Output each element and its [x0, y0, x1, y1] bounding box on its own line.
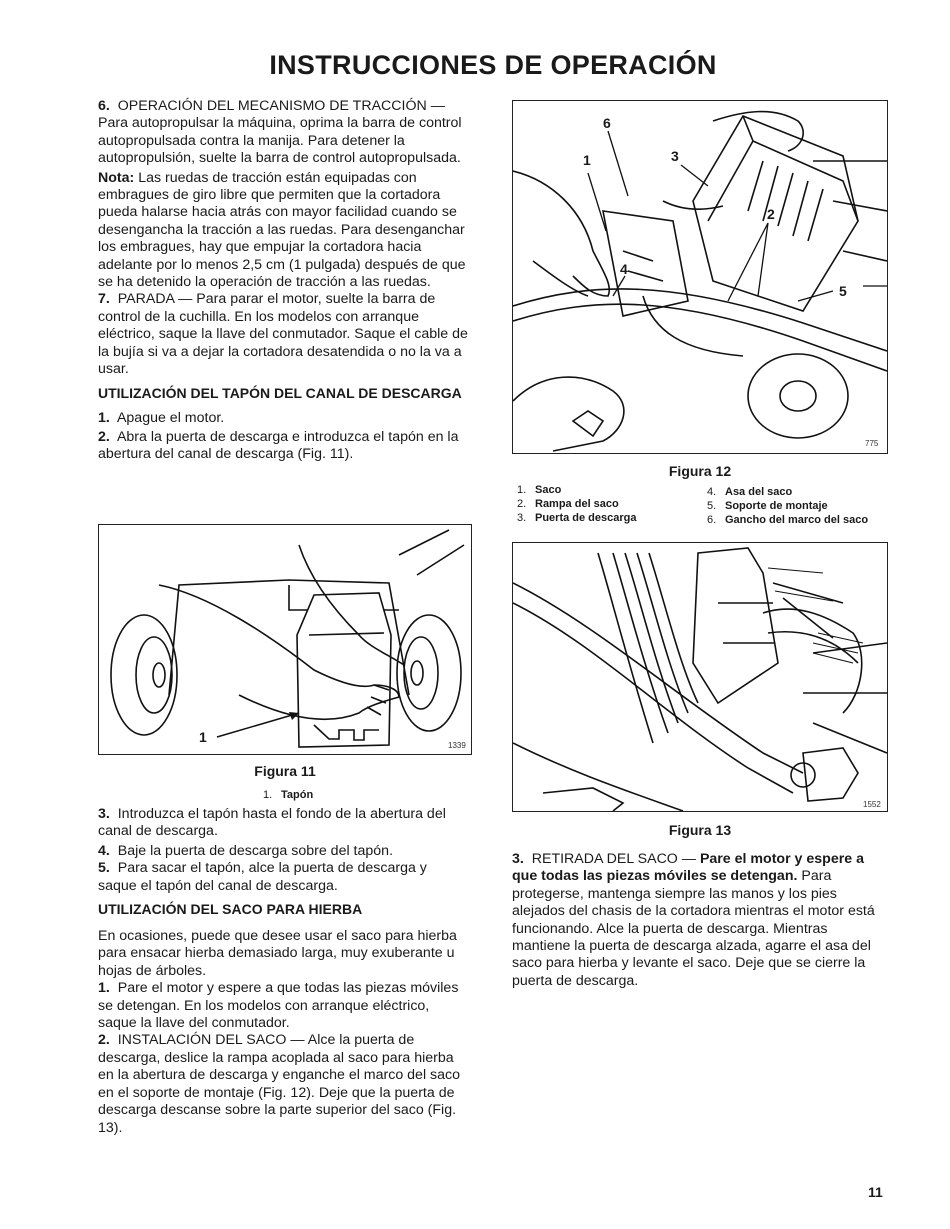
figure-13-caption: Figura 13: [668, 822, 732, 838]
paragraph-traction: [98, 98, 468, 168]
list-item-text: Apague el motor.: [116, 409, 225, 426]
legend-item: [517, 483, 707, 497]
legend-text: Rampa del saco: [535, 498, 619, 510]
legend-number: 5.: [707, 500, 717, 512]
legend-text: Tapón: [281, 789, 314, 801]
list-item-text: Baje la puerta de descarga sobre del tapón.: [117, 842, 394, 859]
legend-number: 2.: [517, 498, 527, 510]
list-item-text: INSTALACIÓN DEL SACO — Alce la puerta de descarga, deslice la rampa acoplada al saco para hierba en la abertura de descarga y enganche el marco del saco en el soporte de montaje (Fig. 12). Deje que la puerta de descarga descanse sobre la parte superior del saco (Fig. 13).: [98, 1032, 461, 1136]
item-number: 1.: [98, 980, 110, 997]
list-item-text: Pare el motor y espere a que todas las piezas móviles se detengan. En los modelos con arranque eléctrico, saque la llave del conmutador.: [98, 980, 459, 1032]
left-column-top: [98, 98, 468, 464]
paragraph-text: Las ruedas de tracción están equipadas con embragues de giro libre que permiten que la cortadora pueda halarse hacia atrás con mayor facilidad cuando se desengancha la tracción a las ruedas. Para desenganchar los embragues, hay que empujar la cortadora hacia adelante por lo menos 2,5 cm (1 pulgada) después de que se ha detenido la operación de tracción a las ruedas.: [98, 169, 466, 291]
callout-leader-line: [217, 713, 299, 737]
figure-id: 1339: [448, 741, 466, 750]
figure-11-caption: Figura 11: [254, 763, 316, 779]
list-item-text: Para sacar el tapón, alce la puerta de descarga y saque el tapón del canal de descarga.: [98, 860, 427, 894]
item-number: 1.: [98, 409, 110, 426]
page-title: INSTRUCCIONES DE OPERACIÓN: [269, 50, 717, 80]
item-number: 4.: [98, 842, 110, 859]
figure-13-image: [512, 542, 888, 812]
figure-12-legend-right: [707, 485, 897, 527]
callout-2: 2: [767, 206, 775, 222]
paragraph-text: OPERACIÓN DEL MECANISMO DE TRACCIÓN — Para autopropulsar la máquina, oprima la barra de control autopropulsada contra la manija. Para detener la autopropulsión, suelte la barra de control autopropulsada.: [98, 98, 462, 167]
callout-1: 1: [199, 729, 207, 745]
bag-door-illustration: [513, 543, 887, 811]
figure-12-legend-left: [517, 483, 707, 525]
figure-11-image: [98, 524, 472, 755]
right-column-text: [512, 851, 884, 990]
figure-id: 1552: [863, 800, 881, 809]
paragraph-note: [98, 170, 468, 292]
left-column-bottom: [98, 806, 468, 1137]
paragraph-stop: [98, 291, 468, 378]
legend-text: Gancho del marco del saco: [725, 514, 869, 526]
item-number: 3.: [512, 851, 524, 867]
section-heading-bag: UTILIZACIÓN DEL SACO PARA HIERBA: [98, 901, 363, 918]
legend-text: Asa del saco: [725, 486, 793, 498]
paragraph-bag-removal: [512, 851, 884, 990]
list-item: [98, 429, 468, 464]
legend-text: Soporte de montaje: [725, 500, 828, 512]
legend-item: [707, 513, 897, 527]
legend-number: 3.: [517, 512, 527, 524]
note-label: Nota:: [98, 169, 135, 186]
item-number: 2.: [98, 428, 110, 445]
legend-item: [707, 499, 897, 513]
list-item: [98, 410, 468, 427]
mower-bag-installation-illustration: [513, 101, 887, 453]
paragraph-lead: RETIRADA DEL SACO —: [531, 851, 696, 867]
callout-4: 4: [620, 261, 628, 277]
legend-text: Puerta de descarga: [535, 512, 637, 524]
list-item-text: Introduzca el tapón hasta el fondo de la abertura del canal de descarga.: [98, 806, 446, 840]
list-item: [98, 980, 468, 1032]
figure-12-caption: Figura 12: [668, 463, 732, 479]
mower-plug-illustration: [99, 525, 471, 754]
legend-item: [517, 497, 707, 511]
callout-6: 6: [603, 115, 611, 131]
figure-id: 775: [865, 439, 879, 448]
section-heading-plug: UTILIZACIÓN DEL TAPÓN DEL CANAL DE DESCARGA: [98, 384, 462, 401]
list-item: [98, 843, 468, 860]
list-item-text: Abra la puerta de descarga e introduzca el tapón en la abertura del canal de descarga (Fig. 11).: [98, 428, 459, 463]
callout-1: 1: [583, 152, 591, 168]
item-number: 2.: [98, 1032, 110, 1049]
legend-number: 1.: [517, 484, 527, 496]
item-number: 3.: [98, 806, 110, 822]
paragraph-bag-intro: En ocasiones, puede que desee usar el saco para hierba para ensacar hierba demasiado larga, muy exuberante u hojas de árboles.: [98, 928, 457, 979]
list-item: [98, 860, 468, 895]
item-number: 5.: [98, 860, 110, 877]
list-item: [98, 1032, 468, 1136]
legend-number: 1.: [263, 789, 273, 801]
paragraph-text: PARADA — Para parar el motor, suelte la barra de control de la cuchilla. En los modelos con arranque eléctrico, saque la llave del conmutador. Saque el cable de la bujía si va a dejar la cortadora desatendida o no la va a usar.: [98, 291, 468, 378]
legend-number: 6.: [707, 514, 717, 526]
legend-text: Saco: [535, 484, 562, 496]
paragraph-warning: Pare el motor y espere a que todas las piezas móviles se detengan.: [512, 851, 864, 885]
figure-12-image: [512, 100, 888, 454]
list-item: [98, 806, 468, 841]
legend-number: 4.: [707, 486, 717, 498]
item-number: 7.: [98, 291, 110, 308]
callout-5: 5: [839, 283, 847, 299]
legend-item: [517, 511, 707, 525]
paragraph-text: Para protegerse, mantenga siempre las manos y los pies alejados del chasis de la cortadora mientras el motor está funcionando. Alce la puerta de descarga. Mientras mantiene la puerta de descarga alzada, agarre el asa del saco para hierba y levante el saco. Deje que se cierre la puerta de descarga.: [512, 868, 875, 989]
page-number: 11: [868, 1184, 883, 1200]
item-number: 6.: [98, 98, 110, 114]
figure-11-legend: [263, 788, 313, 802]
legend-item: [707, 485, 897, 499]
callout-3: 3: [671, 148, 679, 164]
